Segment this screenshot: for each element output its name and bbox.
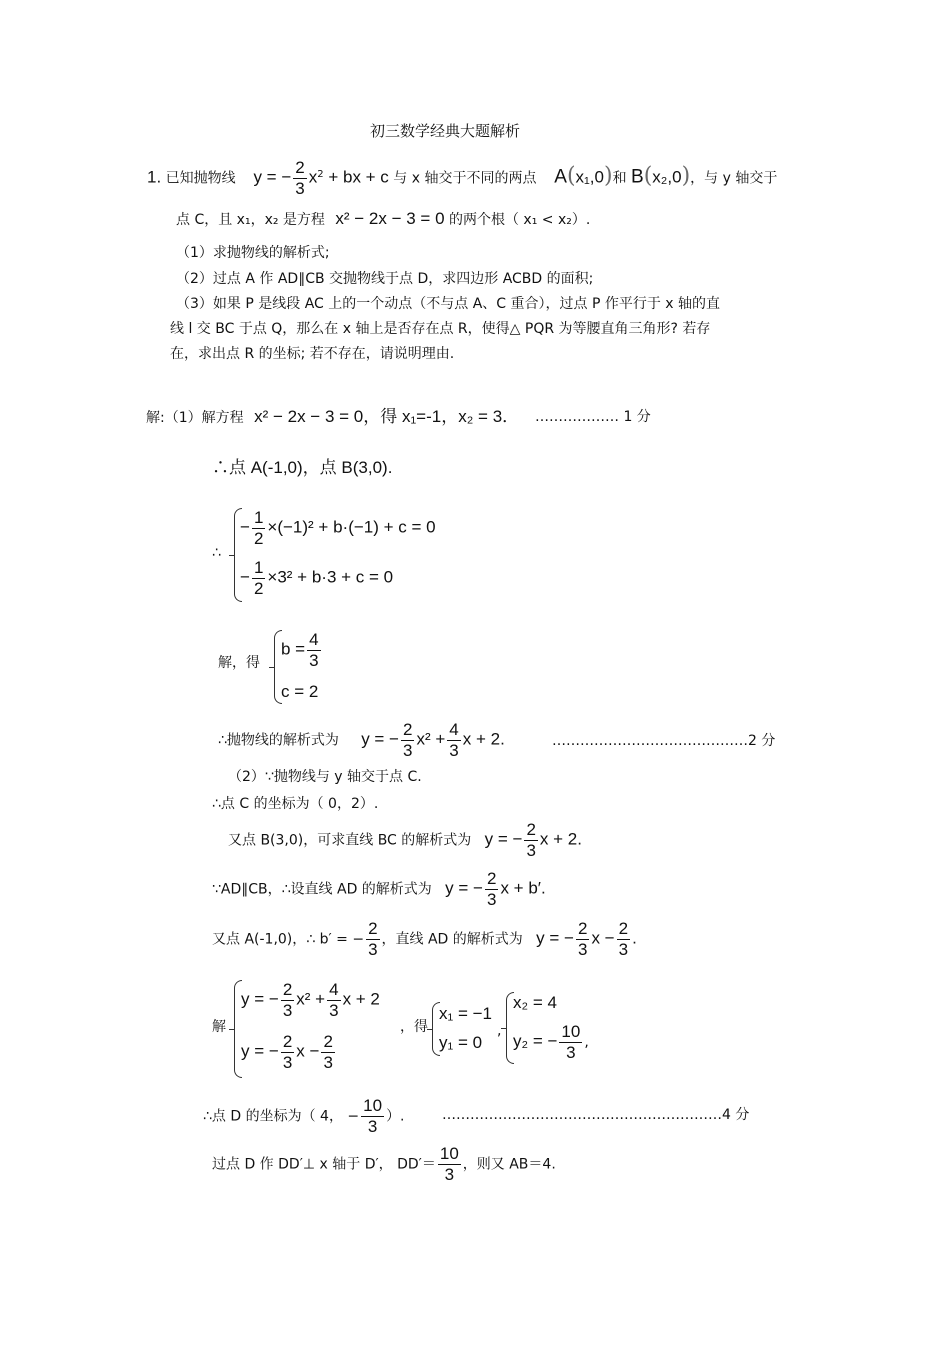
system-3-line-1: y = − $\frac{2}{3}$ x² + $\frac{4}{3}$ x + 2 <box>241 980 380 1020</box>
system-1-line-1: − $\frac{1}{2}$ ×(−1)² + b·(−1) + c = 0 <box>240 508 436 548</box>
problem-number: 1. <box>147 167 162 187</box>
question-3-line-2: 线 l 交 BC 于点 Q，那么在 x 轴上是否存在点 R，使得△ PQR 为等腰直角三角形? 若存 <box>170 321 711 337</box>
problem-line-1: 1. 已知抛物线 y = − $\frac{2}{3}$ $x^2$ + bx + c 与 x 轴交于不同的两点 A(x₁,0)和 B(x₂,0)，与 y 轴交于 <box>147 158 778 198</box>
system-1-line-2: − $\frac{1}{2}$ ×3² + b·3 + c = 0 <box>240 558 394 598</box>
question-2: （2）过点 A 作 AD∥CB 交抛物线于点 D，求四边形 ACBD 的面积; <box>176 271 594 287</box>
solution-step-13: 过点 D 作 DD′⊥ x 轴于 D′， DD′＝ $\frac{10}{3}$ ，则又 AB＝4. <box>212 1144 556 1184</box>
solution-step-6: （2）∵抛物线与 y 轴交于点 C. <box>228 769 422 785</box>
solution-step-2: ∴点 A(-1,0)，点 B(3,0). <box>212 458 393 477</box>
root-y2: y₂ = − $\frac{10}{3}$ , <box>513 1022 589 1062</box>
score-2: ……………………………………2 分 <box>552 733 776 749</box>
page-title: 初三数学经典大题解析 <box>370 122 521 140</box>
solve-label: 解，得 <box>218 655 260 671</box>
root-x2: x₂ = 4 <box>513 993 557 1012</box>
solution-step-10: 又点 A(-1,0)，∴ b′ = − $\frac{2}{3}$ ，直线 AD 的解析式为 y = − $\frac{2}{3}$ x − $\frac{2}{3}$ . <box>212 919 637 959</box>
root-y1: y₁ = 0 <box>439 1033 483 1052</box>
problem-line-2: 点 C，且 x₁，x₂ 是方程 x² − 2x − 3 = 0 的两个根（ x₁ < x₂）. <box>176 209 591 228</box>
system-3-line-2: y = − $\frac{2}{3}$ x − $\frac{2}{3}$ <box>241 1032 333 1072</box>
result-c: c = 2 <box>281 682 319 701</box>
solution-step-9: ∵AD∥CB，∴设直线 AD 的解析式为 y = − $\frac{2}{3}$ x + b′. <box>212 869 546 909</box>
solve-label-2: 解 <box>212 1019 226 1035</box>
score-1: ……………… 1 分 <box>535 409 651 425</box>
score-4: ……………………………………………………4 分 <box>442 1107 750 1123</box>
parabola-eq-lhs: y = − <box>253 167 292 187</box>
solution-step-7: ∴点 C 的坐标为（ 0，2）. <box>212 796 379 812</box>
fraction-2-3: $\frac{2}{3}$ <box>295 158 305 198</box>
solve-de: ，得 <box>400 1019 428 1035</box>
question-1: （1）求抛物线的解析式; <box>176 245 330 261</box>
root-x1: x₁ = −1 <box>439 1004 492 1023</box>
question-3-line-1: （3）如果 P 是线段 AC 上的一个动点（不与点 A、C 重合），过点 P 作平行于 x 轴的直 <box>176 296 721 312</box>
problem-text-a: 与 x 轴交于不同的两点 <box>393 170 537 187</box>
solution-step-12: ∴点 D 的坐标为（ 4， − $\frac{10}{3}$ ）. <box>203 1096 405 1136</box>
solution-step-8: 又点 B(3,0)，可求直线 BC 的解析式为 y = − $\frac{2}{3}$ x + 2. <box>228 820 582 860</box>
solution-step-1: 解:（1）解方程 x² − 2x − 3 = 0，得 x₁=-1，x₂ = 3． <box>146 407 520 426</box>
problem-intro: 已知抛物线 <box>165 170 236 187</box>
therefore-symbol: ∴ <box>212 545 221 561</box>
parabola-eq-rhs: + bx + c <box>323 167 389 187</box>
question-3-line-3: 在，求出点 R 的坐标; 若不存在，请说明理由. <box>170 346 455 362</box>
solution-step-5: ∴抛物线的解析式为 y = − $\frac{2}{3}$ x² + $\frac{4}{3}$ x + 2. <box>218 720 505 760</box>
result-b: b = $\frac{4}{3}$ <box>281 630 319 670</box>
